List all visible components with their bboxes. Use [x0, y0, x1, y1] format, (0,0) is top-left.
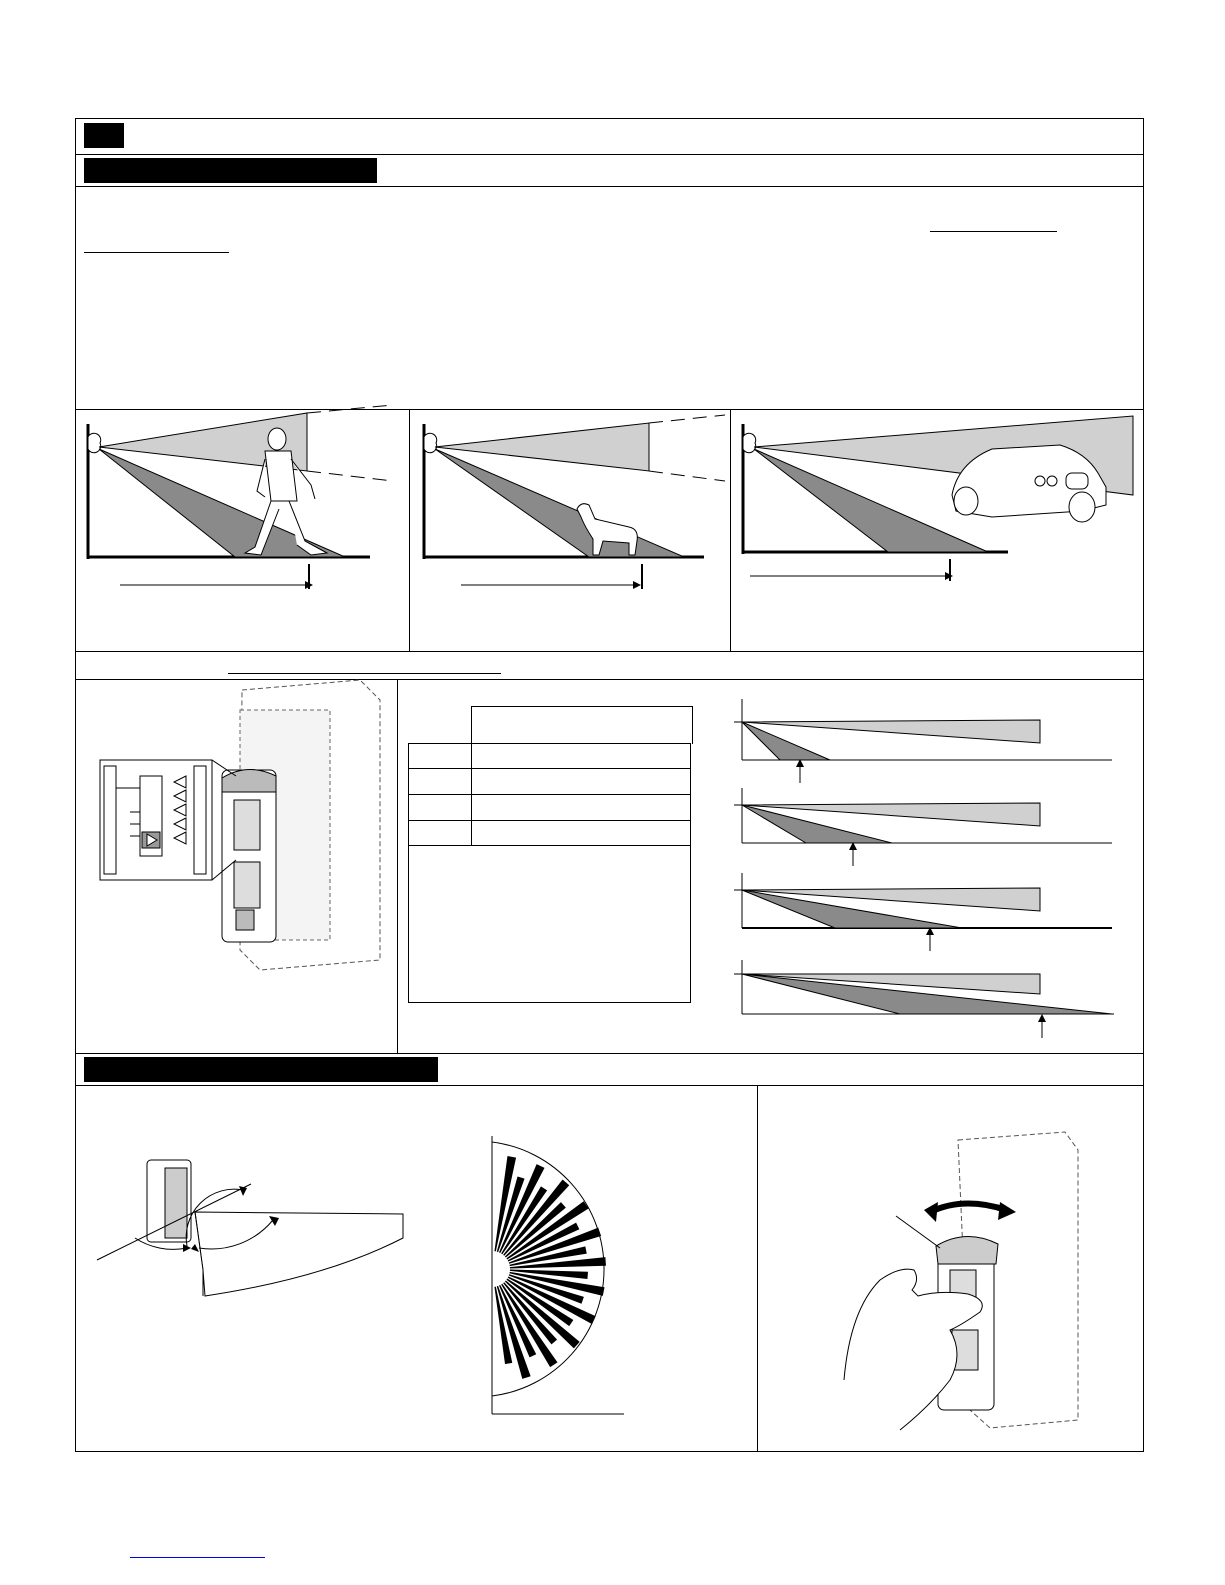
range-table-row — [408, 794, 691, 820]
range-table-row — [408, 820, 691, 846]
panel-divider — [757, 1085, 758, 1452]
dog-range-illustration — [409, 409, 730, 652]
footer-link[interactable] — [130, 1557, 265, 1558]
range-table — [408, 706, 692, 1003]
subsection-heading-bar — [84, 1057, 438, 1082]
lens-rotation-illustration — [840, 1130, 1100, 1430]
person-range-illustration — [75, 409, 409, 652]
range-table-row — [408, 768, 691, 794]
section-heading-bar — [84, 158, 377, 183]
detection-area-perspective — [95, 1150, 415, 1330]
divider — [75, 1085, 1144, 1086]
text-underline — [228, 673, 501, 674]
divider — [75, 186, 1144, 187]
detection-pattern-top-view — [470, 1130, 640, 1420]
range-diagram-4 — [730, 952, 1120, 1044]
divider — [75, 1053, 1144, 1054]
text-underline — [930, 231, 1057, 232]
car-range-illustration — [730, 409, 1144, 652]
text-underline — [84, 252, 229, 253]
range-table-row — [408, 743, 691, 768]
divider — [75, 154, 1144, 155]
divider — [75, 651, 1144, 652]
panel-divider — [397, 679, 398, 1053]
range-diagram-2 — [730, 780, 1120, 872]
range-table-notes — [408, 846, 691, 1003]
section-number-badge — [84, 123, 124, 148]
range-diagram-3 — [730, 865, 1120, 957]
detector-device-illustration — [90, 680, 390, 970]
range-diagram-1 — [730, 695, 1120, 787]
